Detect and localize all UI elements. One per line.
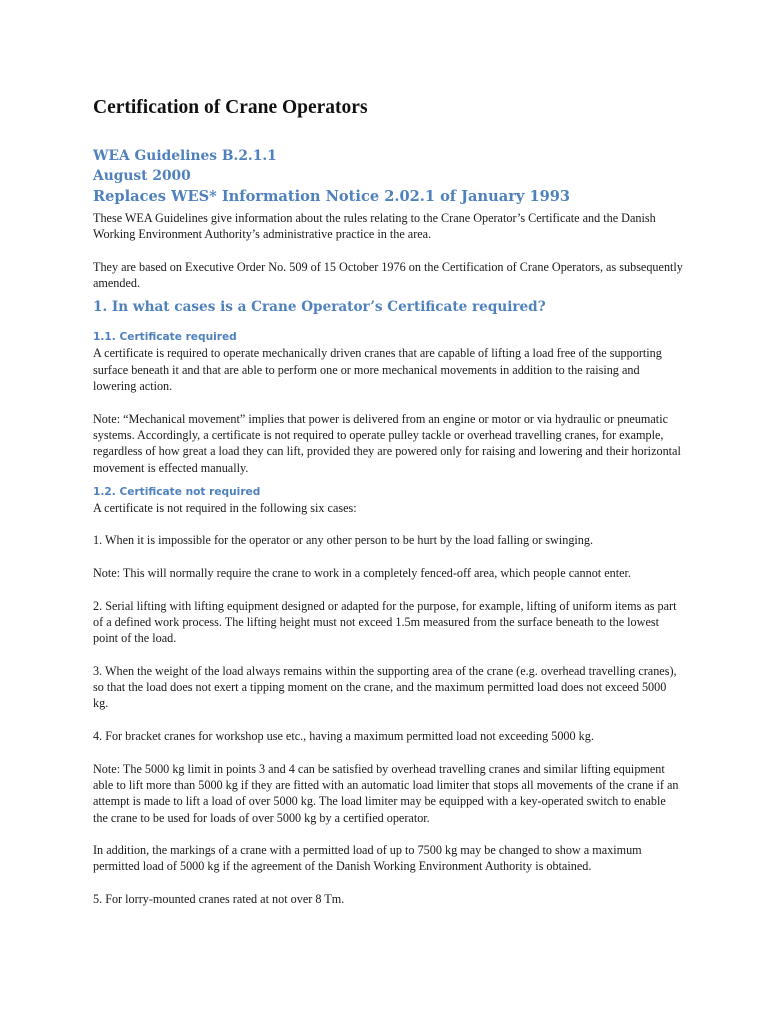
subsection-1-1-paragraph-1: A certificate is required to operate mechanically driven cranes that are capable of lifting a load free of the supporting surface beneath it and that are able to perform one or more mechanical movements in addition to the raising and lowering action. — [93, 346, 662, 394]
case-4: 4. For bracket cranes for workshop use etc., having a maximum permitted load not exceeding 5000 kg. — [93, 729, 594, 744]
load-limit-note: Note: The 5000 kg limit in points 3 and 4 can be satisfied by overhead travelling cranes and similar lifting equipment able to lift more than 5000 kg if they are fitted with an automatic load limiter that stops all movements of the crane if an attempt is made to lift a load of over 5000 kg. The load limiter may be equipped with a key-operated switch to enable the crane to be used for loads of over 5000 kg by a certified operator. — [93, 761, 679, 825]
subsection-1-1-note: Note: “Mechanical movement” implies that power is delivered from an engine or motor or via hydraulic or pneumatic systems. Accordingly, a certificate is not required to operate pulley tackle or overhead travelling cranes, for example, regardless of how great a load they can lift, provided they are powered only for raising and lowering and their horizontal movement is effected manually. — [93, 411, 681, 475]
document-title: Certification of Crane Operators — [93, 97, 368, 118]
section-1-heading: 1. In what cases is a Crane Operator’s Certificate required? — [93, 299, 546, 316]
case-2: 2. Serial lifting with lifting equipment designed or adapted for the purpose, for example, lifting of uniform items as part of a defined work process. The lifting height must not exceed 1.5m measured from the surface beneath to the lowest point of the load. — [93, 598, 677, 646]
subsection-1-1-heading: 1.1. Certificate required — [93, 331, 237, 344]
intro-paragraph-1: These WEA Guidelines give information about the rules relating to the Crane Operator’s Certificate and the Danish Working Environment Authority’s administrative practice in the area. — [93, 211, 656, 242]
subsection-1-2-intro: A certificate is not required in the following six cases: — [93, 500, 357, 515]
case-1-note: Note: This will normally require the crane to work in a completely fenced-off area, which people cannot enter. — [93, 566, 631, 581]
intro-paragraph-2: They are based on Executive Order No. 509 of 15 October 1976 on the Certification of Crane Operators, as subsequently amended. — [93, 259, 683, 291]
guideline-reference: WEA Guidelines B.2.1.1 — [93, 148, 277, 164]
case-5: 5. For lorry-mounted cranes rated at not over 8 Tm. — [93, 891, 345, 906]
replaces-notice: Replaces WES* Information Notice 2.02.1 of January 1993 — [93, 188, 571, 205]
case-3: 3. When the weight of the load always remains within the supporting area of the crane (e.g. overhead travelling cranes), so that the load does not exert a tipping moment on the crane, and the maximum permitted load does not exceed 5000 kg. — [93, 663, 677, 711]
guideline-date: August 2000 — [93, 168, 191, 184]
document-page — [93, 96, 683, 907]
case-1: 1. When it is impossible for the operator or any other person to be hurt by the load falling or swinging. — [93, 533, 594, 548]
marking-change-paragraph: In addition, the markings of a crane with a permitted load of up to 7500 kg may be changed to show a maximum permitted load of 5000 kg if the agreement of the Danish Working Environment Authority is obtained. — [93, 843, 642, 874]
subsection-1-2-heading: 1.2. Certificate not required — [93, 485, 261, 498]
